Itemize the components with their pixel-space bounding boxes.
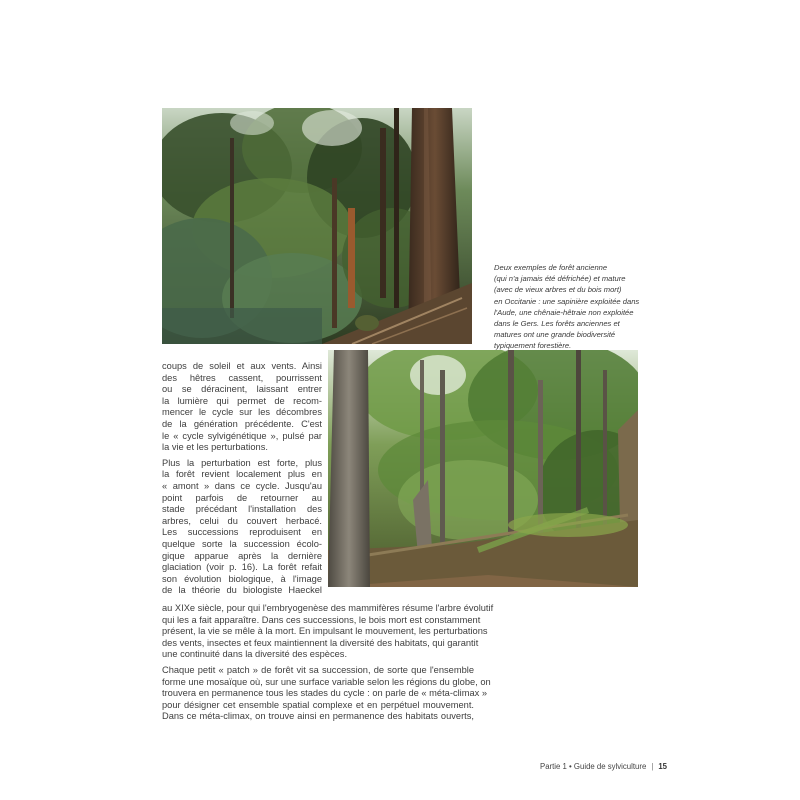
caption-line: l'Aude, une chênaie-hêtraie non exploitée xyxy=(494,307,634,317)
body-text-line: la vie et les perturbations. xyxy=(162,442,268,453)
body-text-line: au XIXe siècle, pour qui l'embryogenèse des mammifères résume l'arbre évolutif xyxy=(162,603,494,613)
body-text-line: point parfois de retourner au xyxy=(162,492,322,503)
caption-line: en Occitanie : une sapinière exploitée dans xyxy=(494,296,640,306)
body-text-line: arbres, celui du couvert herbacé. xyxy=(162,515,322,526)
body-text-line: de la théorie du biologiste Haeckel xyxy=(162,585,322,596)
footer-separator: | xyxy=(651,762,654,771)
body-text-line: Les successions reproduisent en xyxy=(162,527,322,538)
body-text-line: trouvera en permanence tous les stades du cycle : on parle de « méta-climax » xyxy=(162,688,488,699)
page-number: 15 xyxy=(658,762,668,771)
footer-section-title: Partie 1 • Guide de sylviculture xyxy=(540,762,647,771)
body-text-line: Chaque petit « patch » de forêt vit sa succession, de sorte que l'ensemble xyxy=(162,664,474,675)
forest-photo-bottom xyxy=(328,350,638,587)
body-text-line: coups de soleil et aux vents. Ainsi xyxy=(162,361,322,371)
body-text-line: le « cycle sylvigénétique », pulsé par xyxy=(162,430,322,441)
body-text-line: glaciation (voir p. 16). La forêt refait xyxy=(162,562,322,573)
body-text-line: gique apparue après la dernière xyxy=(162,550,322,561)
body-text-line: mencer le cycle sur les décombres xyxy=(162,407,322,418)
caption-line: (qui n'a jamais été défrichée) et mature xyxy=(494,274,626,284)
body-text-line: stade précédant l'installation des xyxy=(162,504,322,515)
body-text-line: présent, la vie se mêle à la mort. En impulsant le mouvement, les perturbations xyxy=(162,626,488,637)
body-text-line: Dans ce méta-climax, on trouve ainsi en permanence des habitats ouverts, xyxy=(162,711,474,722)
body-text-line: pour désigner cet ensemble spatial complexe et en perpétuel mouvement. xyxy=(162,699,474,710)
body-text-wide-column xyxy=(162,603,494,723)
caption-line: matures ont une grande biodiversité xyxy=(494,330,616,340)
body-text-line: quelque sorte la succession écolo- xyxy=(162,538,322,549)
body-text-line: ou se déracinent, laissant entrer xyxy=(162,384,322,395)
body-text-line: la forêt revient localement plus en xyxy=(162,469,322,480)
body-text-line: qui les a fait apparaître. Dans ces successions, le bois mort est constamment xyxy=(162,614,481,625)
photo-caption xyxy=(494,262,644,352)
page-footer xyxy=(540,762,667,771)
caption-line: (avec de vieux arbres et du bois mort) xyxy=(494,285,622,295)
forest-photo-top xyxy=(162,108,472,344)
body-text-line: « amont » dans ce cycle. Jusqu'au xyxy=(162,480,322,491)
body-text-line: de la génération précédente. C'est xyxy=(162,418,322,429)
caption-line: typiquement forestière. xyxy=(494,341,572,351)
body-text-line: des hêtres cassent, pourrissent xyxy=(162,372,322,383)
body-text-line: Plus la perturbation est forte, plus xyxy=(162,457,322,468)
body-text-line: son évolution biologique, à l'image xyxy=(162,573,322,584)
beech-forest-image xyxy=(328,350,638,587)
caption-line: dans le Gers. Les forêts anciennes et xyxy=(494,319,620,329)
caption-line: Deux exemples de forêt ancienne xyxy=(494,263,608,272)
body-text-line: forme une mosaïque où, sur une surface variable selon les régions du globe, on xyxy=(162,676,491,687)
conifer-forest-image xyxy=(162,108,472,344)
body-text-line: une continuité dans la diversité des espèces. xyxy=(162,649,348,660)
body-text-line: des vents, insectes et feux maintiennent la diversité des habitats, qui garantit xyxy=(162,637,479,648)
body-text-line: la lumière qui permet de recom- xyxy=(162,395,322,406)
body-text-narrow-column xyxy=(162,361,322,597)
